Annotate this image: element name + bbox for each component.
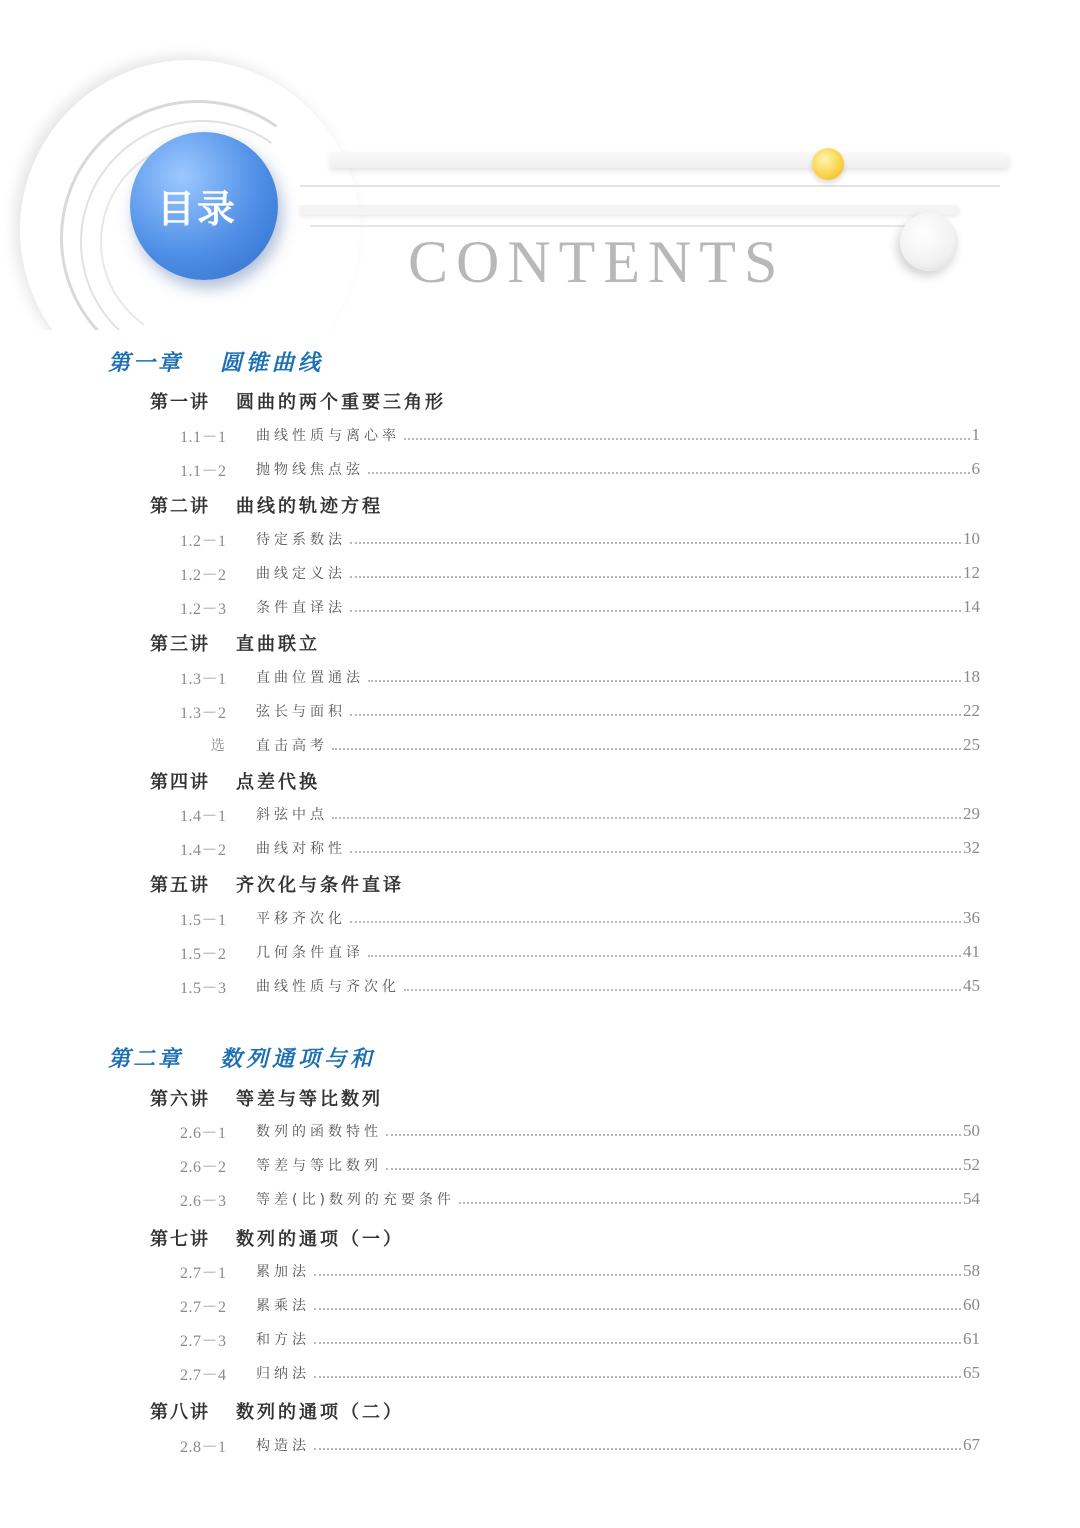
entry-title: 曲线对称性	[256, 841, 346, 857]
entry-number: 2.6－1	[180, 1124, 227, 1142]
page-number: 32	[963, 838, 980, 857]
lecture-heading[interactable]	[150, 630, 320, 656]
yellow-dot-icon	[812, 148, 844, 180]
entry-title: 待定系数法	[256, 532, 346, 548]
lecture-title: 等差与等比数列	[236, 1089, 383, 1110]
entry-title: 抛物线焦点弦	[256, 462, 364, 478]
entry-number: 1.3－1	[180, 670, 227, 688]
entry-title: 等差(比)数列的充要条件	[256, 1192, 455, 1208]
entry-number: 1.3－2	[180, 704, 227, 722]
chapter-heading[interactable]	[108, 1042, 376, 1073]
chapter-title: 数列通项与和	[220, 1047, 377, 1072]
entry-title: 和方法	[256, 1332, 310, 1348]
toc-entry[interactable]	[180, 1361, 980, 1385]
page-number: 61	[963, 1329, 980, 1348]
dot-leader	[350, 610, 961, 612]
toc-entry[interactable]	[180, 665, 980, 689]
entry-title: 累加法	[256, 1264, 310, 1280]
lecture-heading[interactable]	[150, 768, 320, 794]
lecture-number: 第七讲	[150, 1229, 210, 1250]
lecture-title: 齐次化与条件直译	[236, 875, 404, 896]
page-number: 14	[963, 597, 980, 616]
page-number: 58	[963, 1261, 980, 1280]
page-number: 18	[963, 667, 980, 686]
lecture-number: 第四讲	[150, 772, 210, 793]
toc-entry[interactable]	[180, 1153, 980, 1177]
entry-number: 1.4－1	[180, 807, 227, 825]
entry-title: 曲线性质与离心率	[256, 428, 400, 444]
chapter-number: 第一章	[108, 351, 184, 376]
entry-number: 2.6－2	[180, 1158, 227, 1176]
decorative-band	[300, 205, 960, 215]
toc-entry[interactable]	[180, 940, 980, 964]
dot-leader	[368, 680, 961, 682]
toc-entry[interactable]	[180, 1187, 980, 1211]
entry-number: 1.1－2	[180, 462, 227, 480]
dot-leader	[314, 1342, 961, 1344]
toc-entry[interactable]	[180, 1293, 980, 1317]
decorative-line	[300, 185, 1000, 187]
lecture-title: 点差代换	[236, 772, 320, 793]
toc-entry[interactable]	[180, 1119, 980, 1143]
entry-number: 2.8－1	[180, 1438, 227, 1456]
toc-entry[interactable]	[180, 699, 980, 723]
toc-entry[interactable]	[180, 802, 980, 826]
entry-number: 1.2－3	[180, 600, 227, 618]
lecture-number: 第三讲	[150, 634, 210, 655]
lecture-title: 直曲联立	[236, 634, 320, 655]
lecture-number: 第二讲	[150, 496, 210, 517]
entry-number: 1.2－2	[180, 566, 227, 584]
toc-entry[interactable]	[180, 1259, 980, 1283]
dot-leader	[332, 748, 961, 750]
lecture-heading[interactable]	[150, 1085, 383, 1111]
entry-title: 弦长与面积	[256, 704, 346, 720]
toc-entry[interactable]	[180, 836, 980, 860]
page-number: 50	[963, 1121, 980, 1140]
lecture-number: 第一讲	[150, 392, 210, 413]
header-decoration	[0, 0, 1080, 330]
page-title: 目录	[156, 187, 237, 231]
toc-entry[interactable]	[180, 595, 980, 619]
entry-title: 直曲位置通法	[256, 670, 364, 686]
grey-ball-icon	[900, 213, 958, 271]
entry-number: 1.2－1	[180, 532, 227, 550]
page-number: 41	[963, 942, 980, 961]
dot-leader	[404, 438, 970, 440]
toc-entry[interactable]	[180, 906, 980, 930]
page-number: 29	[963, 804, 980, 823]
entry-number: 2.7－2	[180, 1298, 227, 1316]
toc-entry[interactable]	[180, 974, 980, 998]
lecture-title: 圆曲的两个重要三角形	[236, 392, 446, 413]
decorative-band	[330, 152, 1010, 168]
entry-title: 平移齐次化	[256, 911, 346, 927]
entry-number: 2.7－4	[180, 1366, 227, 1384]
dot-leader	[314, 1308, 961, 1310]
page-number: 67	[963, 1435, 980, 1454]
lecture-number: 第八讲	[150, 1402, 210, 1423]
entry-number: 2.6－3	[180, 1192, 227, 1210]
entry-title: 曲线性质与齐次化	[256, 979, 400, 995]
entry-title: 数列的函数特性	[256, 1124, 382, 1140]
lecture-heading[interactable]	[150, 492, 383, 518]
toc-entry[interactable]	[180, 733, 980, 757]
decorative-line	[310, 225, 910, 227]
entry-title: 构造法	[256, 1438, 310, 1454]
toc-entry[interactable]	[180, 1433, 980, 1457]
contents-title: CONTENTS	[408, 229, 786, 295]
entry-number: 选	[210, 738, 226, 754]
page-number: 12	[963, 563, 980, 582]
entry-number: 1.5－3	[180, 979, 227, 997]
toc-entry[interactable]	[180, 423, 980, 447]
dot-leader	[314, 1274, 961, 1276]
entry-title: 归纳法	[256, 1366, 310, 1382]
dot-leader	[404, 989, 961, 991]
dot-leader	[350, 851, 961, 853]
page-number: 25	[963, 735, 980, 754]
page-number: 10	[963, 529, 980, 548]
chapter-title: 圆锥曲线	[220, 351, 325, 376]
toc-entry[interactable]	[180, 561, 980, 585]
page-number: 1	[971, 425, 980, 444]
entry-number: 1.5－2	[180, 945, 227, 963]
entry-title: 几何条件直译	[256, 945, 364, 961]
dot-leader	[350, 714, 961, 716]
lecture-heading[interactable]	[150, 1225, 404, 1251]
dot-leader	[350, 576, 961, 578]
lecture-title: 数列的通项（二）	[236, 1402, 404, 1423]
page-number: 45	[963, 976, 980, 995]
toc-entry[interactable]	[180, 527, 980, 551]
chapter-number: 第二章	[108, 1047, 184, 1072]
entry-title: 条件直译法	[256, 600, 346, 616]
entry-number: 2.7－1	[180, 1264, 227, 1282]
page-number: 6	[971, 459, 980, 478]
entry-title: 等差与等比数列	[256, 1158, 382, 1174]
dot-leader	[386, 1168, 961, 1170]
chapter-heading[interactable]	[108, 346, 324, 377]
entry-number: 1.4－2	[180, 841, 227, 859]
lecture-title: 曲线的轨迹方程	[236, 496, 383, 517]
lecture-number: 第五讲	[150, 875, 210, 896]
dot-leader	[386, 1134, 961, 1136]
lecture-heading[interactable]	[150, 1398, 404, 1424]
lecture-title: 数列的通项（一）	[236, 1229, 404, 1250]
dot-leader	[368, 472, 970, 474]
entry-number: 2.7－3	[180, 1332, 227, 1350]
page-number: 52	[963, 1155, 980, 1174]
lecture-heading[interactable]	[150, 388, 446, 414]
entry-number: 1.1－1	[180, 428, 227, 446]
page-number: 22	[963, 701, 980, 720]
dot-leader	[314, 1448, 961, 1450]
dot-leader	[459, 1202, 961, 1204]
lecture-number: 第六讲	[150, 1089, 210, 1110]
page-number: 60	[963, 1295, 980, 1314]
entry-title: 累乘法	[256, 1298, 310, 1314]
entry-title: 直击高考	[256, 738, 328, 754]
toc-entry[interactable]	[180, 457, 980, 481]
dot-leader	[350, 542, 961, 544]
dot-leader	[368, 955, 961, 957]
dot-leader	[350, 921, 961, 923]
dot-leader	[332, 817, 961, 819]
entry-title: 曲线定义法	[256, 566, 346, 582]
entry-title: 斜弦中点	[256, 807, 328, 823]
page-number: 54	[963, 1189, 980, 1208]
dot-leader	[314, 1376, 961, 1378]
entry-number: 1.5－1	[180, 911, 227, 929]
page-number: 36	[963, 908, 980, 927]
page-number: 65	[963, 1363, 980, 1382]
lecture-heading[interactable]	[150, 871, 404, 897]
toc-entry[interactable]	[180, 1327, 980, 1351]
